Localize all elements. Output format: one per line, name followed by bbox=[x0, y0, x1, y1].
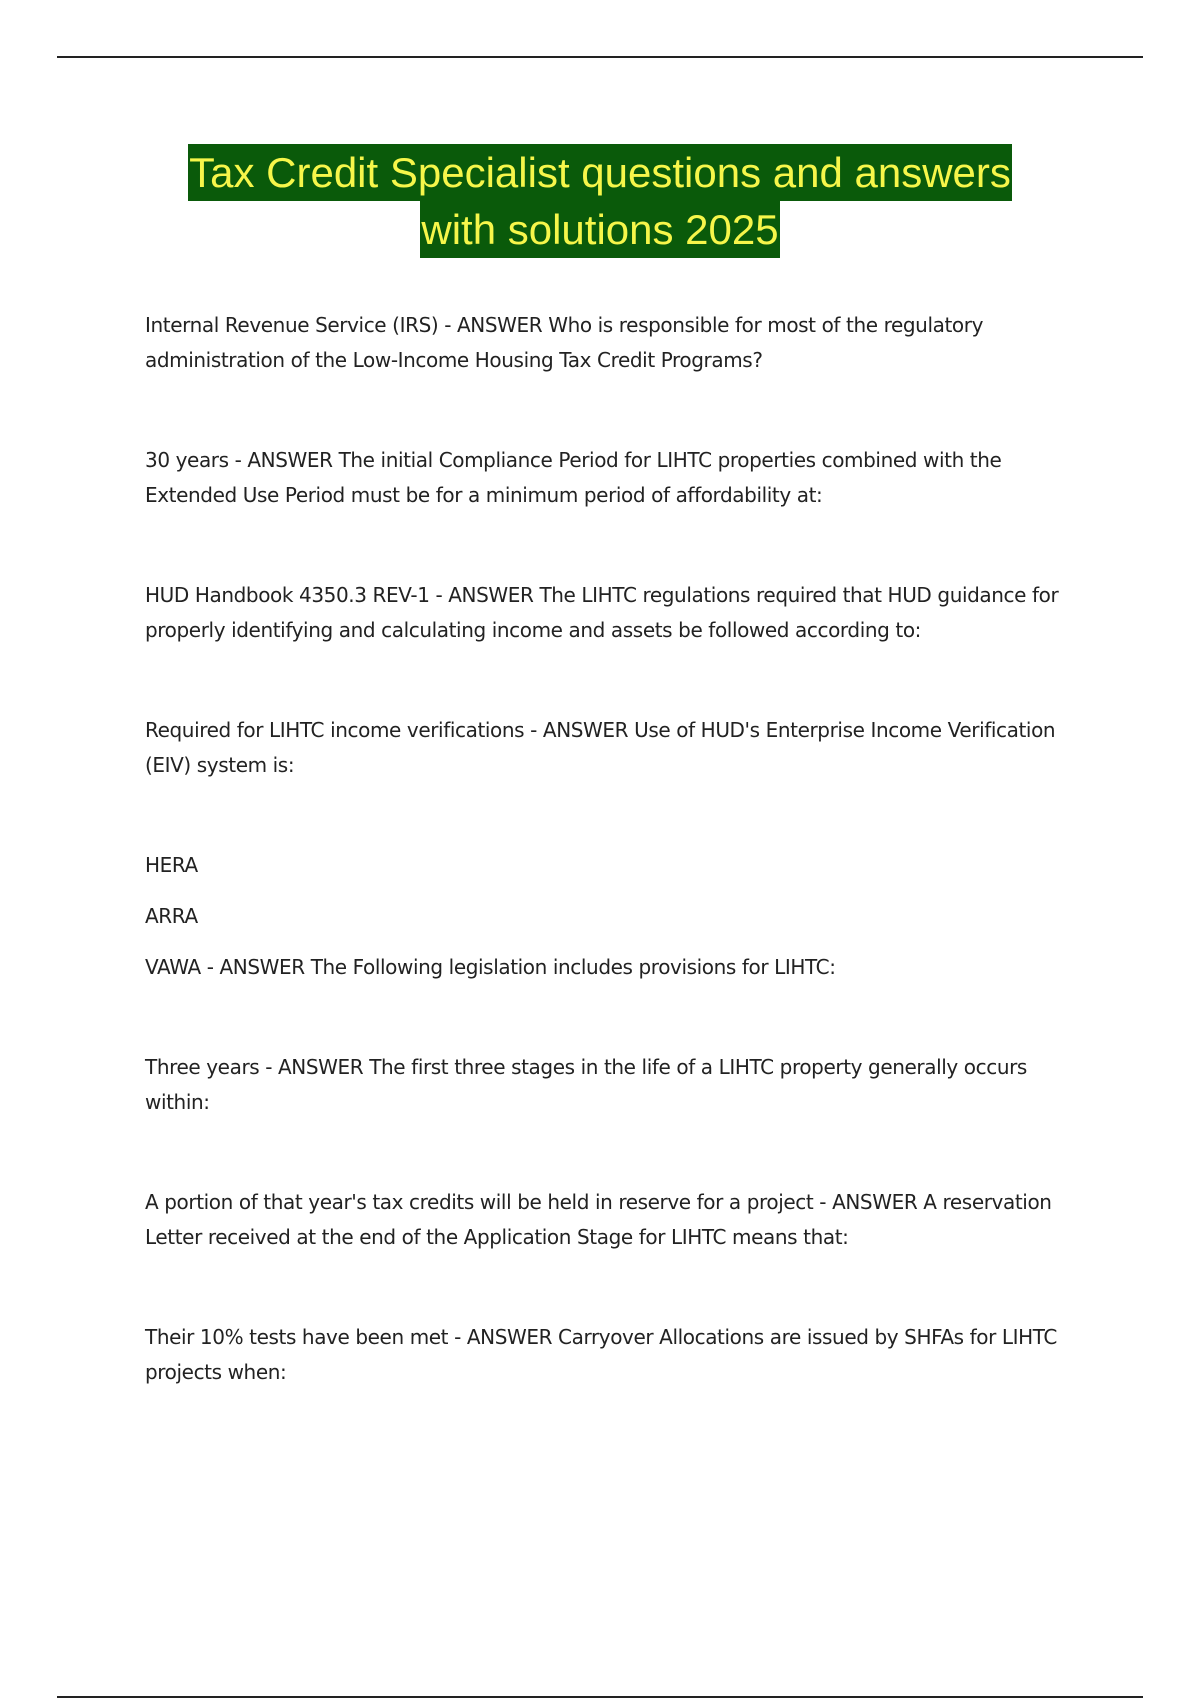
qa-text: Internal Revenue Service (IRS) - ANSWER Who is responsible for most of the regulatory administration of the Low-Income Housing Tax Credit Programs? bbox=[145, 313, 984, 372]
qa-text: Required for LIHTC income verifications - ANSWER Use of HUD's Enterprise Income Verification (EIV) system is: bbox=[145, 718, 1056, 777]
qa-item bbox=[145, 713, 1085, 783]
qa-list bbox=[145, 308, 1085, 1455]
qa-item bbox=[145, 308, 1085, 378]
qa-item bbox=[145, 848, 1085, 985]
qa-item bbox=[145, 1320, 1085, 1390]
qa-item bbox=[145, 578, 1085, 648]
bottom-rule bbox=[57, 1696, 1143, 1698]
top-rule bbox=[57, 56, 1143, 58]
qa-item bbox=[145, 1050, 1085, 1120]
qa-item bbox=[145, 443, 1085, 513]
qa-item bbox=[145, 1185, 1085, 1255]
qa-line: HERA bbox=[145, 853, 198, 877]
title-line-2: with solutions 2025 bbox=[420, 201, 779, 258]
qa-text: A portion of that year's tax credits will be held in reserve for a project - ANSWER A reservation Letter received at the end of the Application Stage for LIHTC means that: bbox=[145, 1190, 1052, 1249]
qa-text: Three years - ANSWER The first three stages in the life of a LIHTC property generally occurs within: bbox=[145, 1055, 1027, 1114]
qa-text: Their 10% tests have been met - ANSWER Carryover Allocations are issued by SHFAs for LIHTC projects when: bbox=[145, 1325, 1057, 1384]
qa-line: ARRA bbox=[145, 904, 198, 928]
qa-text: HUD Handbook 4350.3 REV-1 - ANSWER The LIHTC regulations required that HUD guidance for properly identifying and calculating income and assets be followed according to: bbox=[145, 583, 1059, 642]
page-title bbox=[0, 144, 1200, 258]
qa-text: 30 years - ANSWER The initial Compliance Period for LIHTC properties combined with the Extended Use Period must be for a minimum period of affordability at: bbox=[145, 448, 1002, 507]
title-line-1: Tax Credit Specialist questions and answers bbox=[188, 144, 1012, 201]
qa-line: VAWA - ANSWER The Following legislation includes provisions for LIHTC: bbox=[145, 955, 836, 979]
